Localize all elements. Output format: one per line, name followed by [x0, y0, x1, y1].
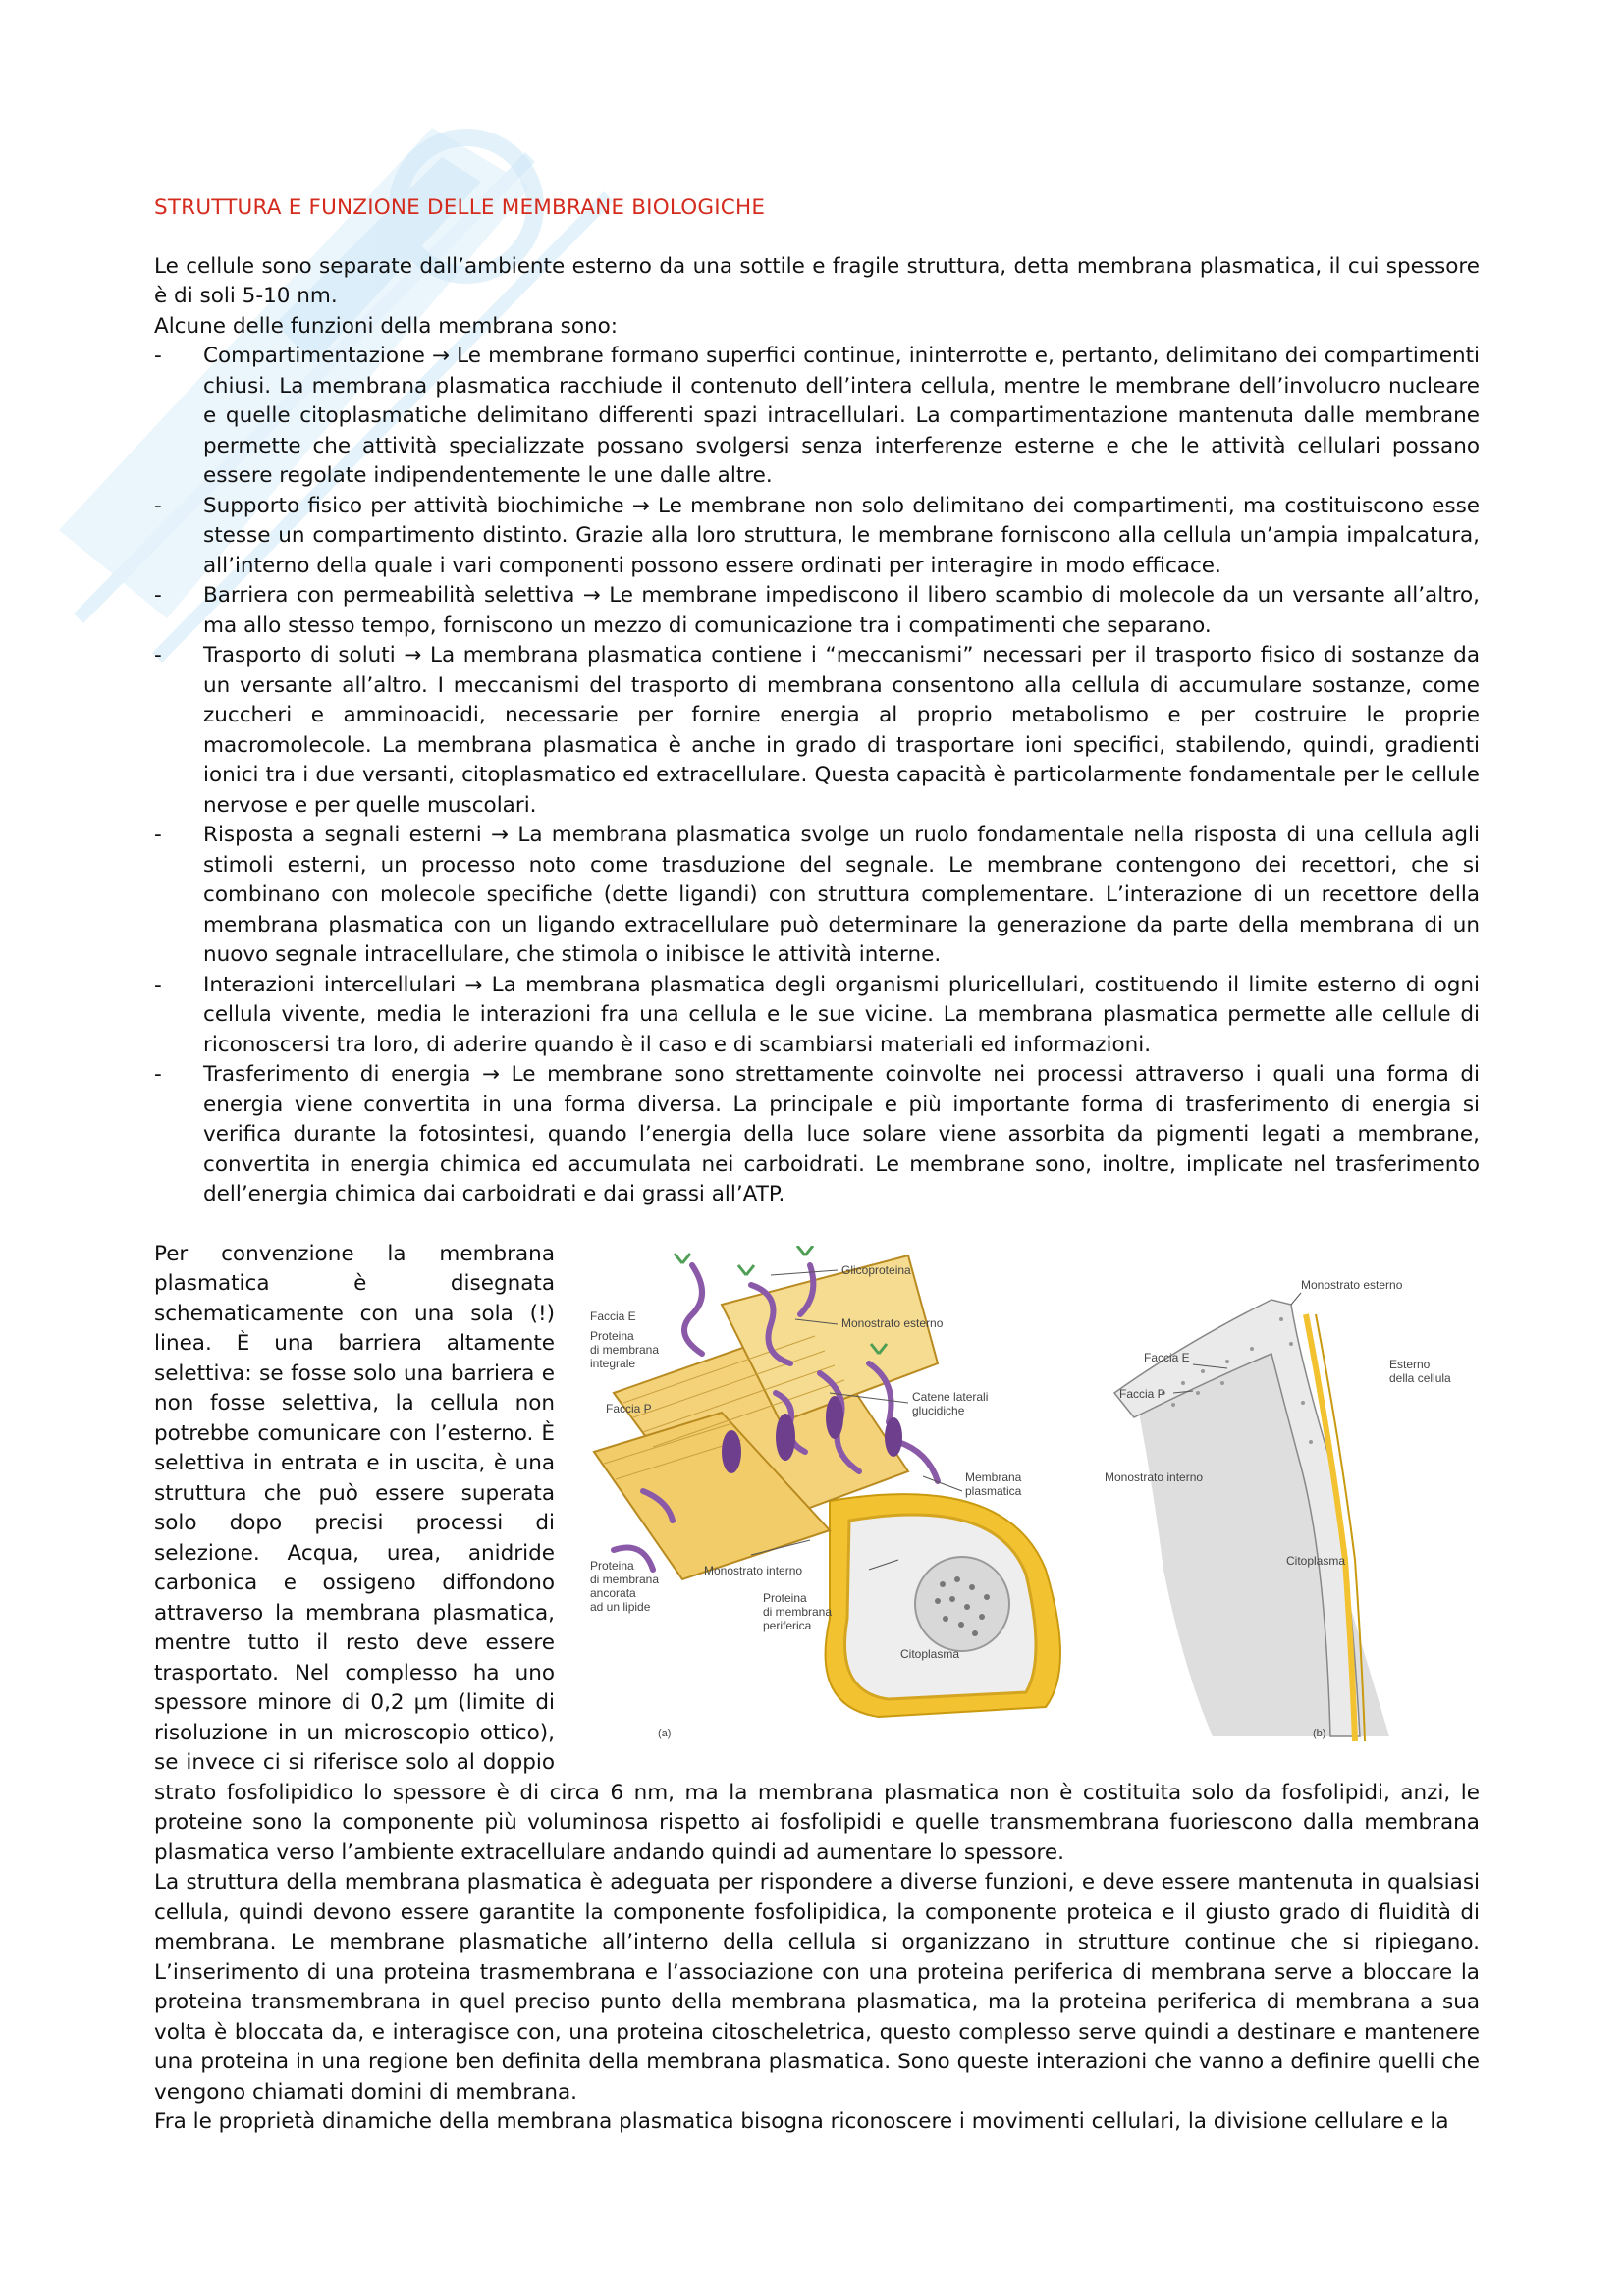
list-dash: - — [154, 493, 162, 518]
list-dash: - — [154, 344, 162, 368]
figure-panel-b — [1105, 1278, 1451, 1741]
structure-paragraph: La struttura della membrana plasmatica è adeguata per rispondere a diverse funzioni, e deve essere mantenuta in qualsiasi cellula, quindi devono essere garantite la componente fosfolipidica, la componente proteica e il giusto grado di fluidità di membrana. Le membrane plasmatiche all’interno della cellula si organizzano in strutture continue che si ripiegano. L’inserimento di una proteina trasmembrana e l’associazione con una proteina periferica di membrana serve a bloccare la proteina transmembrana in quel preciso punto della membrana plasmatica, ma la proteina periferica di membrana a sua volta è bloccata da, e interagisce con, una proteina citoscheletrica, questo complesso serve quindi a destinare e mantenere una proteina in una regione ben definita della membrana plasmatica. Sono queste interazioni che vanno a definire quelli che vengono chiamati domini di membrana. — [154, 1870, 1480, 2105]
label-faccia-p-a: Faccia P — [606, 1401, 652, 1415]
list-item — [154, 1060, 1480, 1210]
list-item-text: Risposta a segnali esterni → La membrana plasmatica svolge un ruolo fondamentale nella risposta di una cellula agli stimoli esterni, un processo noto come trasduzione del segnale. Le membrane contengono dei recettori, che si combinano con molecole specifiche (dette ligandi) con struttura complementare. L’interazione di un recettore della membrana plasmatica con un ligando extracellulare può determinare la generazione da parte della membrana di un nuovo segnale intracellulare, che stimola o inibisce le attività interne. — [203, 823, 1480, 967]
label-proteina-periferica: Proteina di membrana periferica — [763, 1590, 833, 1632]
label-monostrato-esterno-a: Monostrato esterno — [841, 1315, 944, 1330]
label-citoplasma-b: Citoplasma — [1286, 1553, 1346, 1568]
list-item — [154, 641, 1480, 821]
panel-label-b: (b) — [1313, 1727, 1326, 1739]
page-title: STRUTTURA E FUNZIONE DELLE MEMBRANE BIOLOGICHE — [154, 195, 766, 220]
list-item-text: Supporto fisico per attività biochimiche → Le membrane non solo delimitano dei compartimenti, ma costituiscono esse stesse un compartimento distinto. Grazie alla loro struttura, le membrane forniscono alla cellula un’ampia impalcatura, all’interno della quale i vari componenti possono essere ordinati per interagire in modo efficace. — [203, 493, 1480, 578]
nucleus-shape — [915, 1557, 1009, 1651]
label-proteina-lipide: Proteina di membrana ancorata ad un lipide — [590, 1558, 660, 1614]
label-citoplasma-a: Citoplasma — [900, 1646, 960, 1661]
intro-paragraph: Le cellule sono separate dall’ambiente esterno da una sottile e fragile struttura, detta membrana plasmatica, il cui spessore è di soli 5-10 nm. — [154, 253, 1480, 308]
label-faccia-e-a: Faccia E — [590, 1308, 636, 1323]
panel-label-a: (a) — [658, 1727, 672, 1739]
label-faccia-p-b: Faccia P — [1119, 1386, 1165, 1401]
intro-list-heading: Alcune delle funzioni della membrana sono: — [154, 313, 618, 339]
list-item — [154, 581, 1480, 641]
glycoprotein-shape — [684, 1265, 702, 1354]
label-esterno-cellula: Esterno della cellula — [1389, 1357, 1451, 1385]
label-faccia-e-b: Faccia E — [1144, 1350, 1190, 1364]
list-item-text: Trasporto di soluti → La membrana plasmatica contiene i “meccanismi” necessari per il trasporto fisico di sostanze da un versante all’altro. I meccanismi del trasporto di membrana consentono alla cellula di accumulare sostanze, come zuccheri e amminoacidi, necessarie per fornire energia al proprio metabolismo e per costruire le proprie macromolecole. La membrana plasmatica è anche in grado di trasportare ioni specifici, stabilendo, quindi, gradienti ionici tra i due versanti, citoplasmatico ed extracellulare. Questa capacità è particolarmente fondamentale per le cellule nervose e per quelle muscolari. — [203, 643, 1480, 818]
list-item-text: Barriera con permeabilità selettiva → Le membrane impediscono il libero scambio di molecole da un versante all’altro, ma allo stesso tempo, forniscono un mezzo di comunicazione tra i compatimenti che separano. — [203, 583, 1480, 638]
functions-list — [154, 342, 1480, 1210]
label-monostrato-interno-a: Monostrato interno — [704, 1563, 803, 1577]
list-item — [154, 821, 1480, 971]
label-glicoproteina: Glicoproteina — [841, 1262, 911, 1277]
label-catene-laterali: Catene laterali glucidiche — [912, 1389, 989, 1417]
convention-paragraph: Per convenzione la membrana plasmatica è disegnata schematicamente con una sola (!) linea. È una barriera altamente selettiva: se fosse solo una barriera e non fosse selettiva, la cellula non potrebbe comunicare con l’esterno. È selettiva in entrata e in uscita, è una struttura che può essere superata solo dopo precisi processi di selezione. Acqua, urea, anidride carbonica e ossigeno diffondono attraverso la membrana plasmatica, mentre tutto il resto deve essere trasportato. Nel complesso ha uno spessore minore di 0,2 μm (limite di risoluzione in un microscopio ottico), se invece ci si riferisce solo al doppio strato fosfolipidico lo spessore è di circa 6 nm, ma la membrana plasmatica non è costituita solo da fosfolipidi, anzi, le proteine sono la componente più voluminosa rispetto ai fosfolipidi e quelle transmembrana fuoriescono dalla membrana plasmatica verso l’ambiente extracellulare andando quindi ad aumentare lo spessore. — [154, 1241, 1480, 1865]
figure-section — [154, 1240, 1480, 1869]
list-item — [154, 342, 1480, 492]
list-dash: - — [154, 643, 162, 667]
list-item-text: Trasferimento di energia → Le membrane sono strettamente coinvolte nei processi attraverso i quali una forma di energia viene convertita in una forma diversa. La principale e più importante forma di trasferimento di energia si verifica durante la fotosintesi, quando l’energia della luce solare viene assorbita da pigmenti legati a membrane, convertita in energia chimica ed accumulata nei carboidrati. Le membrane sono, inoltre, implicate nel trasferimento dell’energia chimica dai carboidrati e dai grassi all’ATP. — [203, 1062, 1480, 1206]
document-page — [154, 193, 1480, 2138]
membrane-figure — [584, 1246, 1480, 1762]
figure-panel-a — [590, 1246, 1060, 1739]
dynamics-paragraph: Fra le proprietà dinamiche della membrana plasmatica bisogna riconoscere i movimenti cellulari, la divisione cellulare e la — [154, 2109, 1449, 2134]
label-monostrato-esterno-b: Monostrato esterno — [1301, 1277, 1403, 1292]
list-dash: - — [154, 1062, 162, 1087]
label-monostrato-interno-b: Monostrato interno — [1105, 1469, 1204, 1484]
list-item-text: Interazioni intercellulari → La membrana plasmatica degli organismi pluricellulari, costituendo il limite esterno di ogni cellula vivente, media le interazioni fra una cellula e le sue vicine. La membrana plasmatica permette alle cellule di riconoscersi tra loro, di aderire quando è il caso e di scambiarsi materiali ed informazioni. — [203, 972, 1480, 1057]
list-item-text: Compartimentazione → Le membrane formano superfici continue, ininterrotte e, pertanto, delimitano dei compartimenti chiusi. La membrana plasmatica racchiude il contenuto dell’intera cellula, mentre le membrane dell’involucro nucleare e quelle citoplasmatiche delimitano differenti spazi intracellulari. La compartimentazione mantenuta dalle membrane permette che attività specializzate possano svolgersi senza interferenze esterne e che le attività cellulari possano essere regolate indipendentemente le une dalle altre. — [203, 344, 1480, 488]
list-dash: - — [154, 823, 162, 847]
label-proteina-integrale: Proteina di membrana integrale — [590, 1328, 660, 1370]
list-dash: - — [154, 972, 162, 997]
label-membrana-plasmatica: Membrana plasmatica — [965, 1469, 1022, 1498]
list-item — [154, 971, 1480, 1061]
list-dash: - — [154, 583, 162, 608]
list-item — [154, 492, 1480, 582]
